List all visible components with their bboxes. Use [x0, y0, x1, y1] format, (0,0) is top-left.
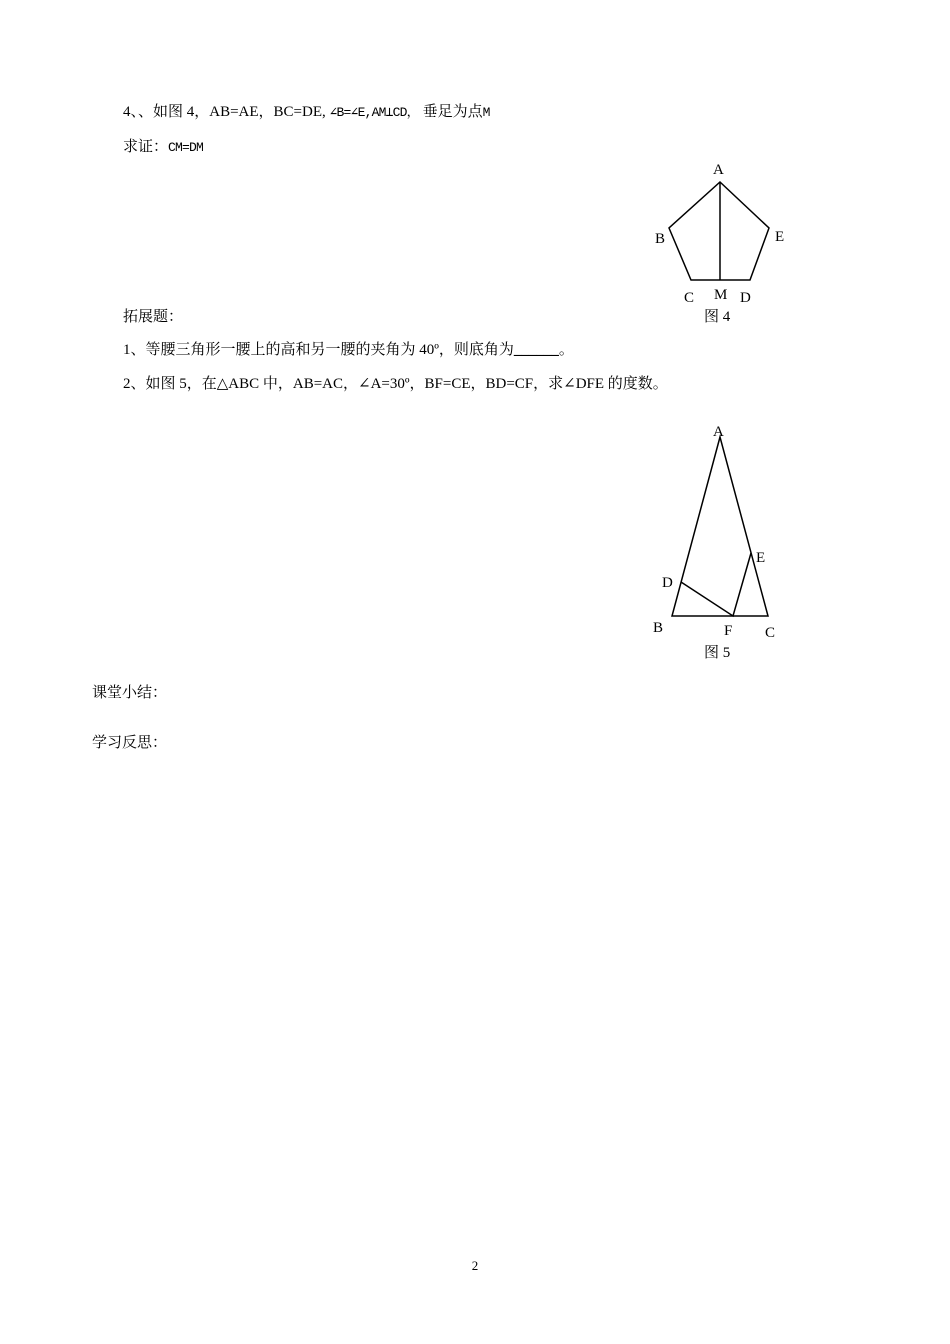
prove-label: 求证：	[123, 139, 169, 155]
class-summary-label: 课堂小结：	[92, 685, 168, 701]
fig4-label-m: M	[714, 287, 728, 303]
fig4-label-e: E	[775, 229, 785, 245]
fig5-caption: 图 5	[704, 645, 731, 661]
page-number: 2	[471, 1258, 479, 1273]
problem-4-number: 4、、如图 4，AB=AE，BC=DE,	[123, 104, 326, 120]
fig5-label-c: C	[765, 625, 776, 641]
q1-suffix: 。	[558, 342, 574, 358]
problem-4-foot-point: M	[482, 105, 490, 120]
fig4-label-b: B	[655, 231, 666, 247]
fig4-label-c: C	[684, 290, 695, 306]
fig4-caption: 图 4	[704, 309, 731, 325]
fig5-label-d: D	[662, 575, 673, 591]
fig5-label-a: A	[713, 424, 724, 440]
extension-question-2: 2、如图 5，在△ABC 中，AB=AC，∠A=30º，BF=CE，BD=CF，求∠DFE 的度数。	[123, 376, 668, 392]
fig4-label-a: A	[713, 162, 724, 178]
segments-dfe	[681, 553, 751, 616]
fig4-label-d: D	[740, 290, 751, 306]
q1-blank: ______	[513, 342, 559, 358]
q1-text: 1、等腰三角形一腰上的高和另一腰的夹角为 40º，则底角为	[123, 342, 514, 358]
problem-4-conditions: ∠B=∠E,AM⊥CD，	[329, 105, 419, 120]
problem-4-foot: 垂足为点	[422, 104, 483, 120]
prove-text: CM=DM	[168, 140, 204, 155]
extension-heading: 拓展题：	[123, 309, 184, 325]
fig5-label-e: E	[756, 550, 766, 566]
triangle-abc	[672, 437, 768, 616]
learning-reflection-label: 学习反思：	[92, 735, 168, 751]
fig5-label-b: B	[653, 620, 664, 636]
fig5-label-f: F	[724, 623, 733, 639]
